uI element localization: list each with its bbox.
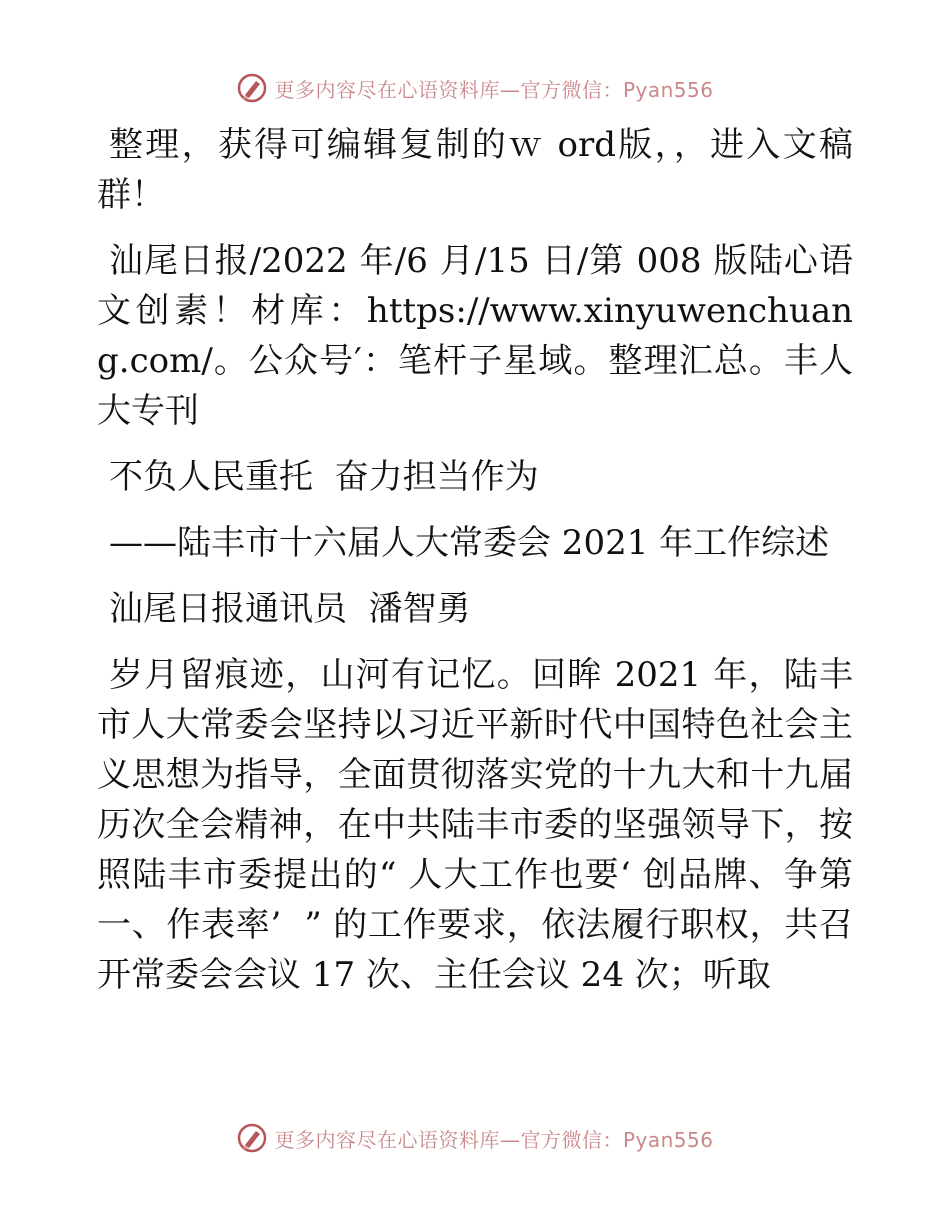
article-title: 不负人民重托 奋力担当作为 <box>109 457 539 497</box>
watermark-text: 更多内容尽在心语资料库—官方微信：Pyan556 <box>274 1127 714 1152</box>
footer-watermark <box>0 1122 950 1154</box>
paragraph-source: 汕尾日报/2022 年/6 月/15 日/第 008 版陆心语文创素！材库：https://www.xinyuwenchuang.com/。公众号′：笔杆子星域。整理汇总。丰人大专刊 <box>97 241 853 431</box>
watermark-text: 更多内容尽在心语资料库—官方微信：Pyan556 <box>274 77 714 102</box>
pen-logo-icon <box>236 72 268 104</box>
document-body <box>97 120 853 1000</box>
paragraph-body: 岁月留痕迹，山河有记忆。回眸 2021 年，陆丰市人大常委会坚持以习近平新时代中国特色社会主义思想为指导，全面贯彻落实党的十九大和十九届历次全会精神，在中共陆丰市委的坚强领导下，按照陆丰市委提出的“ 人大工作也要‘ 创品牌、争第一、作表率’ ” 的工作要求，依法履行职权，共召开常委会会议 17 次、主任会议 24 次；听取 <box>97 655 853 995</box>
header-watermark <box>0 72 950 104</box>
article-subtitle: ——陆丰市十六届人大常委会 2021 年工作综述 <box>109 523 830 563</box>
article-byline: 汕尾日报通讯员 潘智勇 <box>109 589 471 629</box>
paragraph-intro: 整理，获得可编辑复制的ｗ ord版，，进入文稿群！ <box>97 125 853 215</box>
pen-logo-icon <box>236 1122 268 1154</box>
